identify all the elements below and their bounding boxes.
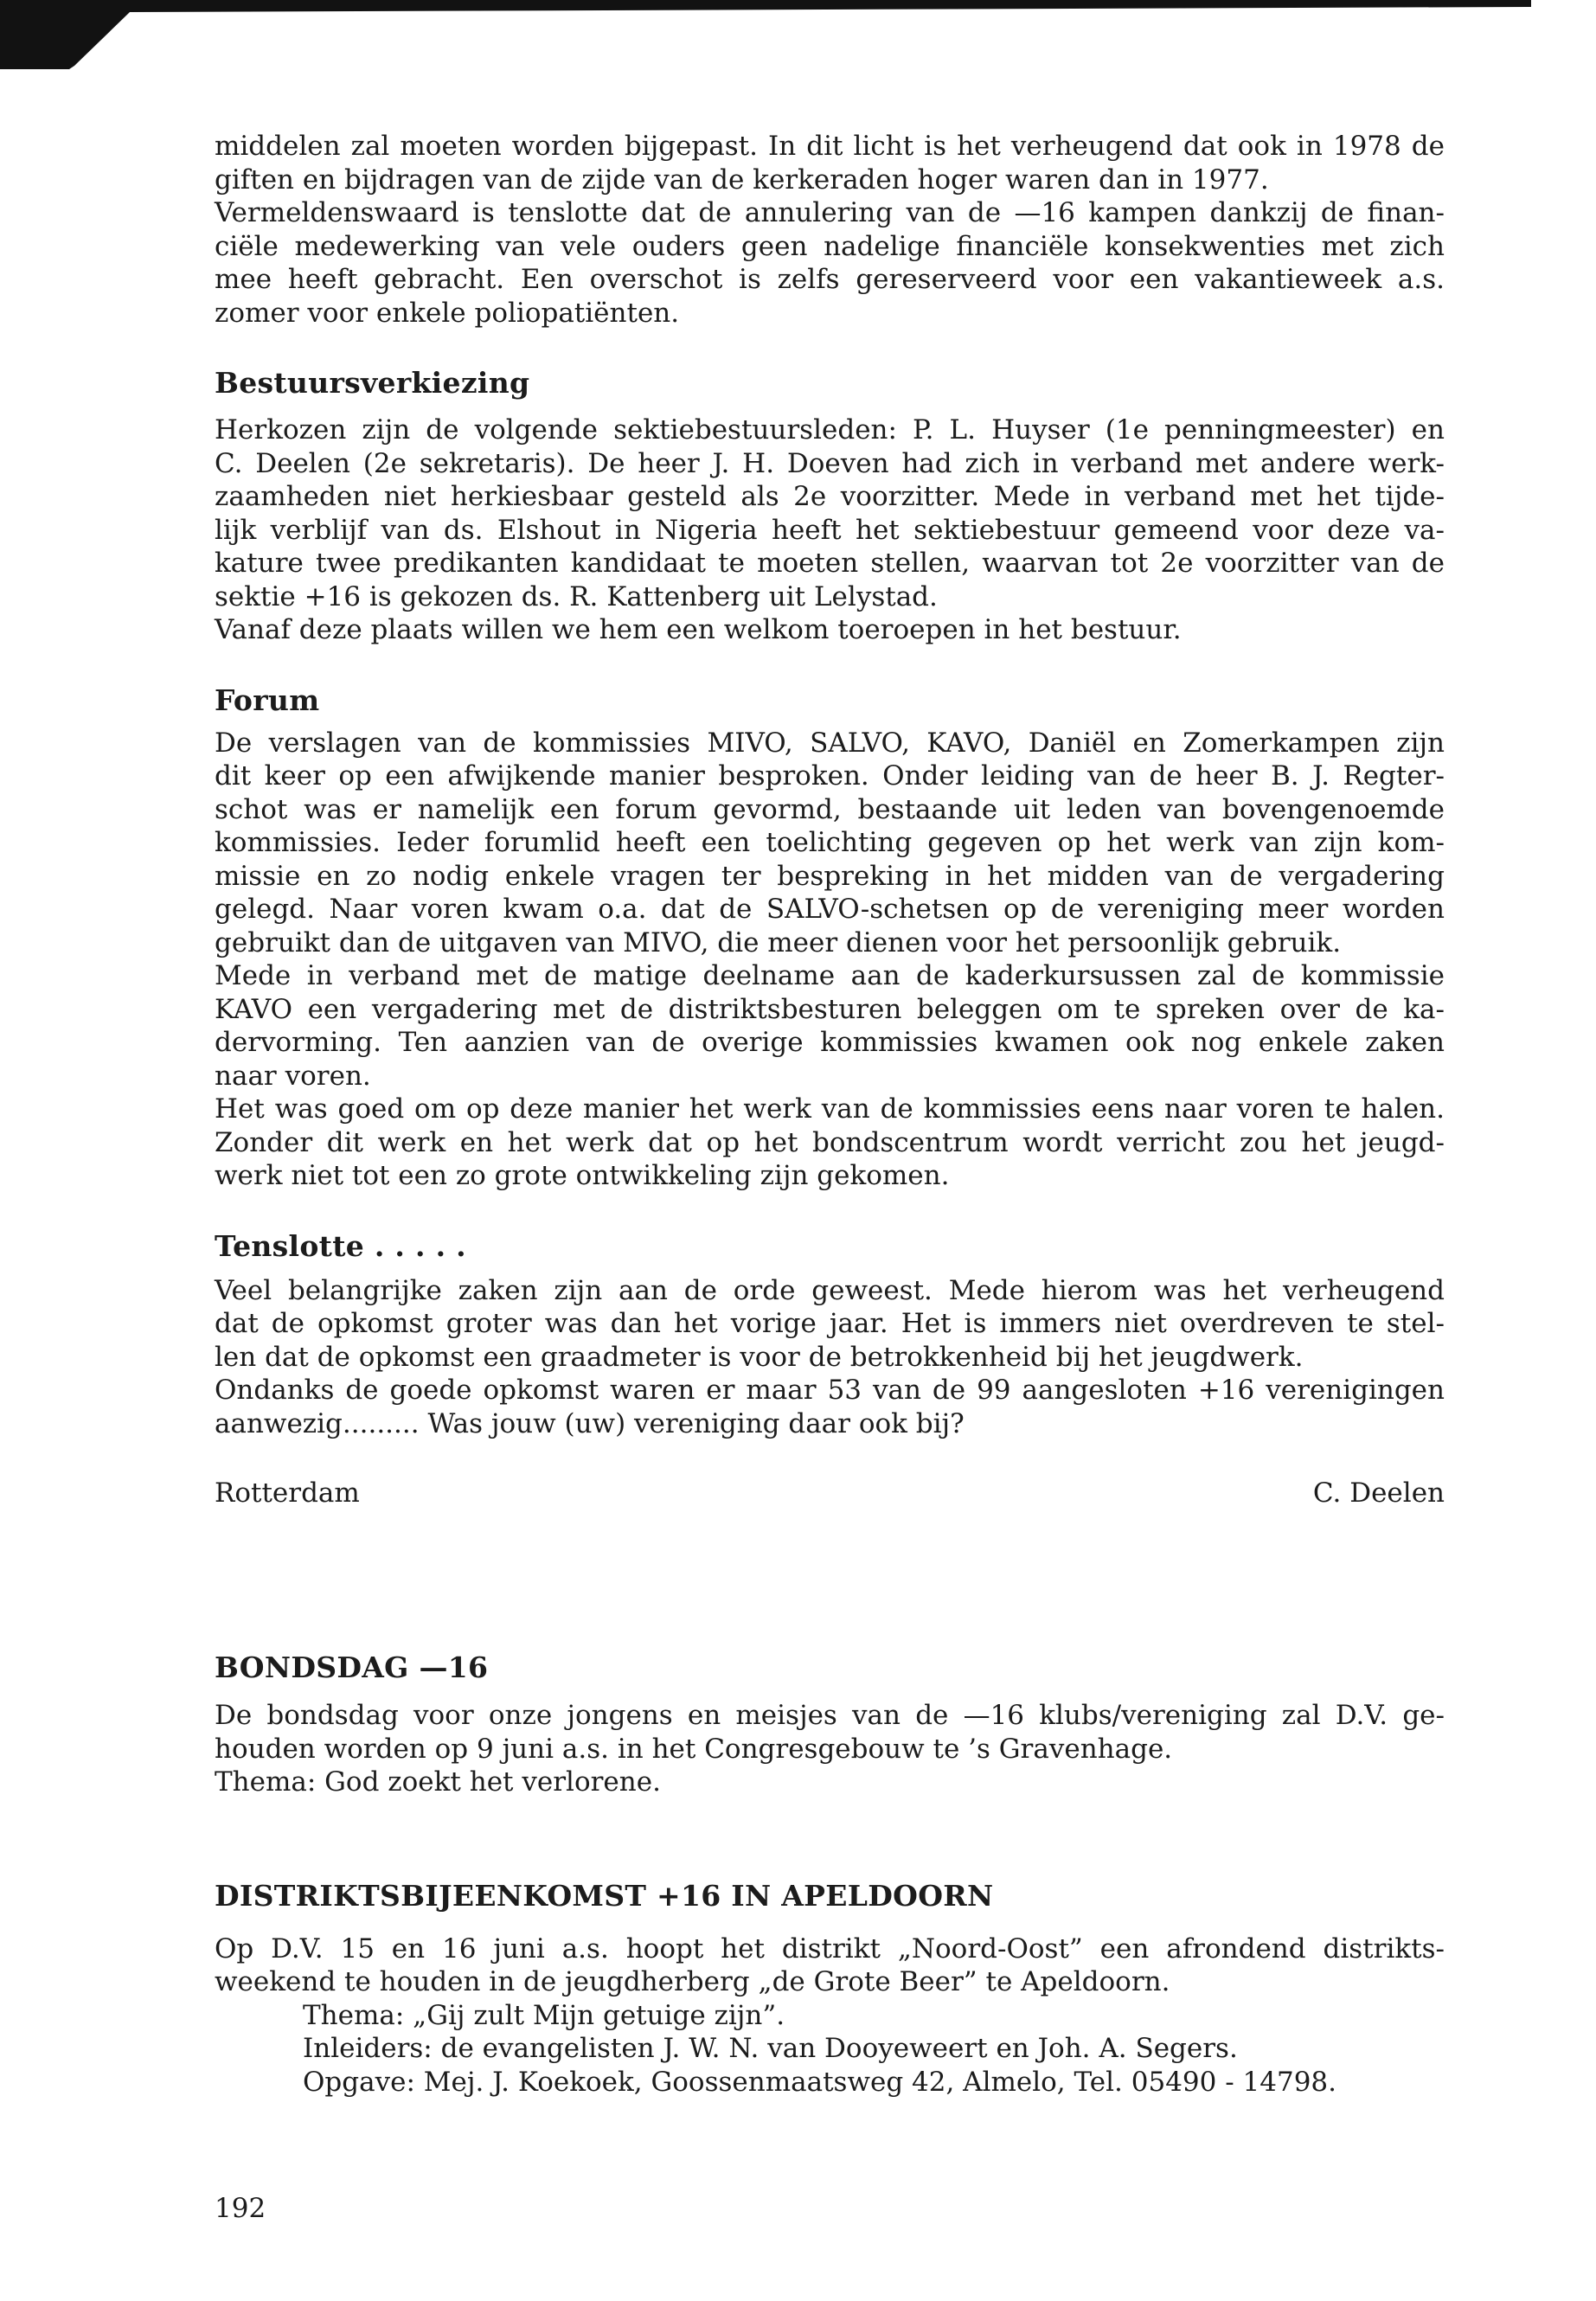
text-line: ciële medewerking van vele ouders geen nadelige financiële konsekwenties met zich xyxy=(215,230,1445,262)
section-heading-bondsdag: BONDSDAG —16 xyxy=(215,1650,489,1684)
intro-paragraph xyxy=(215,130,1445,330)
text-line: Ondanks de goede opkomst waren er maar 53 van de 99 aangesloten +16 verenigingen xyxy=(215,1375,1445,1406)
signature-row xyxy=(215,1477,1445,1509)
text-line: weekend te houden in de jeugdherberg „de Grote Beer” te Apeldoorn. xyxy=(215,1966,1170,1997)
document-page xyxy=(215,130,1445,2099)
text-line: dervorming. Ten aanzien van de overige kommissies kwamen ook nog enkele zaken xyxy=(215,1027,1445,1058)
text-line: missie en zo nodig enkele vragen ter bespreking in het midden van de vergadering xyxy=(215,860,1445,892)
section-heading-distriktsbijeenkomst: DISTRIKTSBIJEENKOMST +16 IN APELDOORN xyxy=(215,1878,994,1913)
text-line: werk niet tot een zo grote ontwikkeling zijn gekomen. xyxy=(215,1160,950,1191)
text-line: Thema: God zoekt het verlorene. xyxy=(215,1766,661,1798)
text-line: Zonder dit werk en het werk dat op het bondscentrum wordt verricht zou het jeugd- xyxy=(215,1126,1445,1158)
detail-line-thema: Thema: „Gij zult Mijn getuige zijn”. xyxy=(303,1999,785,2031)
text-line: Het was goed om op deze manier het werk van de kommissies eens naar voren te halen. xyxy=(215,1093,1445,1125)
page-number: 192 xyxy=(215,2193,266,2224)
text-line: Op D.V. 15 en 16 juni a.s. hoopt het distrikt „Noord-Oost” een afrondend distrikts- xyxy=(215,1932,1445,1965)
text-line: zomer voor enkele poliopatiënten. xyxy=(215,297,680,329)
author-name: C. Deelen xyxy=(1312,1477,1445,1509)
bestuur-paragraph xyxy=(215,413,1445,647)
text-line: sektie +16 is gekozen ds. R. Kattenberg uit Lelystad. xyxy=(215,580,938,612)
text-line: giften en bijdragen van de zijde van de kerkeraden hoger waren dan in 1977. xyxy=(215,163,1269,195)
text-line: De bondsdag voor onze jongens en meisjes van de —16 klubs/vereniging zal D.V. ge- xyxy=(215,1700,1445,1731)
text-line: KAVO een vergadering met de distriktsbesturen beleggen om te spreken over de ka- xyxy=(215,993,1445,1025)
tenslotte-paragraph xyxy=(215,1274,1445,1441)
forum-paragraph xyxy=(215,727,1445,1193)
scan-border-edge xyxy=(0,0,1531,69)
text-line: dit keer op een afwijkende manier besproken. Onder leiding van de heer B. J. Regter- xyxy=(215,760,1445,792)
text-line: gelegd. Naar voren kwam o.a. dat de SALVO-schetsen op de vereniging meer worden xyxy=(215,894,1445,925)
text-line: zaamheden niet herkiesbaar gesteld als 2e voorzitter. Mede in verband met het tijde- xyxy=(215,481,1445,512)
text-line: aanwezig......... Was jouw (uw) vereniging daar ook bij? xyxy=(215,1407,965,1439)
section-heading-bestuursverkiezing: Bestuursverkiezing xyxy=(215,366,530,400)
text-line: schot was er namelijk een forum gevormd, bestaande uit leden van bovengenoemde xyxy=(215,793,1445,825)
text-line: De verslagen van de kommissies MIVO, SALVO, KAVO, Daniël en Zomerkampen zijn xyxy=(215,727,1445,759)
section-heading-forum: Forum xyxy=(215,683,320,717)
text-line: lijk verblijf van ds. Elshout in Nigeria heeft het sektiebestuur gemeend voor deze va- xyxy=(215,514,1445,546)
text-line: C. Deelen (2e sekretaris). De heer J. H. Doeven had zich in verband met andere werk- xyxy=(215,447,1445,479)
text-line: Herkozen zijn de volgende sektiebestuursleden: P. L. Huyser (1e penningmeester) en xyxy=(215,414,1445,445)
section-heading-tenslotte: Tenslotte . . . . . xyxy=(215,1228,466,1263)
text-line: Vanaf deze plaats willen we hem een welkom toeroepen in het bestuur. xyxy=(215,614,1182,645)
text-line: Veel belangrijke zaken zijn aan de orde geweest. Mede hierom was het verheugend xyxy=(215,1274,1445,1306)
text-line: len dat de opkomst een graadmeter is voor de betrokkenheid bij het jeugdwerk. xyxy=(215,1341,1304,1373)
text-line: houden worden op 9 juni a.s. in het Congresgebouw te ’s Gravenhage. xyxy=(215,1733,1173,1765)
text-line: dat de opkomst groter was dan het vorige jaar. Het is immers niet overdreven te stel- xyxy=(215,1308,1445,1339)
text-line: kommissies. Ieder forumlid heeft een toelichting gegeven op het werk van zijn kom- xyxy=(215,827,1445,858)
text-line: kature twee predikanten kandidaat te moeten stellen, waarvan tot 2e voorzitter van de xyxy=(215,548,1445,579)
text-line: Mede in verband met de matige deelname aan de kaderkursussen zal de kommissie xyxy=(215,960,1445,991)
text-line: gebruikt dan de uitgaven van MIVO, die meer dienen voor het persoonlijk gebruik. xyxy=(215,926,1342,958)
distrikt-details xyxy=(215,1999,1445,2099)
text-line: mee heeft gebracht. Een overschot is zelfs gereserveerd voor een vakantieweek a.s. xyxy=(215,264,1445,295)
text-line: naar voren. xyxy=(215,1060,371,1092)
text-line: middelen zal moeten worden bijgepast. In dit licht is het verheugend dat ook in 1978 de xyxy=(215,131,1445,162)
place-name: Rotterdam xyxy=(215,1477,360,1509)
bondsdag-paragraph xyxy=(215,1699,1445,1799)
distrikt-paragraph xyxy=(215,1932,1445,1999)
detail-line-inleiders: Inleiders: de evangelisten J. W. N. van Dooyeweert en Joh. A. Segers. xyxy=(303,2033,1238,2064)
text-line: Vermeldenswaard is tenslotte dat de annulering van de —16 kampen dankzij de finan- xyxy=(215,197,1445,228)
detail-line-opgave: Opgave: Mej. J. Koekoek, Goossenmaatsweg 42, Almelo, Tel. 05490 - 14798. xyxy=(303,2066,1337,2098)
